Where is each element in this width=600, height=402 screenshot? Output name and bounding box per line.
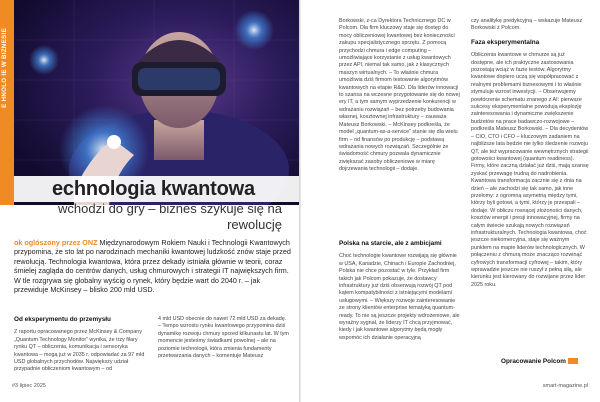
column-text: Obliczenia kwantowe w chmurze są już dostępne, ale ich praktyczne zastosowania pozostają wciąż w fazie testów. Algorytmy kwantowe dopiero uczą się współpracować z realnymi problemami biznesowymi i to właśnie stymuluje wzrost inwestycji. – Obserwujemy powtórzenie schematu znanego z AI: pierwsze sukcesy eksperymentalne powodują eksplozję zainteresowania i dynamiczne zwiększenie budżetów na prace badawczo-rozwojowe – podkreśla Mateusz Borkowski. – Dla decydentów – CIO, CTO i CFO – kluczowym zadaniem na najbliższe lata będzie nie tylko śledzenie rozwoju QT, ale też wypracowanie wewnętrznych strategii gotowości kwantowej (quantum readiness). Firmy, które zaczną działać już dziś, mają szansę zyskać przewagę trudną do nadrobienia. Kwantowa transformacja zacznie się z dnia na dzień – ale zachodzi się tak samo, jak inne przełomy: z ogromną asymetrią między tymi, którzy byli gotowi, a tymi, którzy je przespali – dodaje. W obliczu rosnącej złożoności danych, kosztów energii i presji innowacyjnej, firmy na całym świecie szukają nowych rozwiązań infrastrukturalnych. Technologia kwantowa, choć jeszcze niekomercyjna, staje się ważnym punktem na mapie liderów technologicznych. W połączeniu z chmurą może znacząco rozwinąć cyfrowych transformacji cyfrowej – takim, który wprawadzie jeszcze nie ruszył z pełną siłą, ale kierunku jest kierowany do rozwijane przez lider 2025 roku. [471,52,589,288]
section-heading-1: Od eksperymentu do przemysłu [14,316,111,323]
lead-text: Międzynarodowym Rokiem Nauki i Technologii Kwantowych przypomina, że sto lat po narodzinach mechaniki kwantowej ludzkość znów staje przed rewolucją. Technologia kwantowa, która przez dekady istniała głównie w teorii, coraz śmielej zagląda do centrów danych, usług chmurowych i strategii IT największych firm. W tle rozgrywa się globalny wyścig o rynek, który będzie wart do 2040 r. – jak przewiduje McKinsey – blisko 200 mld USD. [14,238,291,295]
issue-footer: #3 lipiec 2025 [12,383,46,389]
column-left-a [14,316,146,378]
site-footer: smart-magazine.pl [542,383,588,389]
accent-bar [568,358,578,364]
section-heading-3: Faza eksperymentalna [471,38,540,46]
section-tab [0,0,14,205]
lead-accent: ok oglószony przez ONZ [14,238,98,247]
column-text: Borkowski, z-ca Dyrektora Technicznego DC w Polcom. Dla firm kluczowy staje się dostęp do mocy obliczeniowej kwantowej bez konieczności zakupu specjalistycznego sprzętu. Z pomocą przychodzi chmura i edge computing – umożliwiające korzystanie z usług kwantowych przez API, niemal tak samo, jak z klasycznych maszyn wirtualnych. – To właśnie chmura umożliwia dziś firmom testowanie algorytmów kwantowych na etapie R&D. Dla liderów innowacji to szansa na wczesne przygotowanie się do nowej ery IT, a tym samym wyprzedzenie konkurencji w wdrażaniu rozwiązań – bez potrzeby budowania własnej, kosztownej infrastruktury – zauważa Mateusz Borkowski. – McKinsey podkreśla, że model „quantum-as-a-service” stanie się dla wielu firm – od finansów po produkcję – podstawą wdrażania nowych rozwiązań. Szczególnie że świadomość chmury pozwala dynamicznie zwiększać zasoby obliczeniowe w miarę dojrzewania technologii – dodaje. [339,18,460,173]
signature-text: Opracowanie Polcom [501,358,566,365]
section-tab-label: E HNOLO IE W BIZNESIE [1,28,8,108]
right-page [301,0,600,402]
vr-illustration [14,0,299,205]
column-text: 4 mld USD obecnie do nawet 72 mld USD za dekadę. – Tempo wzrostu rynku kwantowego przypomina dziś dynamikę rozwoju chmury sprzed kilkunastu lat. W tym momencie jesteśmy świadkami powolnej – ale na poziomie technologii, która zmienia fundamenty przetwarzania danych – komentuje Mateusz [158,316,289,360]
column-text: czy analitykę predykcyjną – wskazuje Mateusz Borkowski z Polcom. [471,18,583,32]
left-page [0,0,299,402]
column-right-b [339,240,461,380]
column-left-b [158,316,290,378]
lead-paragraph [14,238,294,294]
signature [501,358,578,365]
column-text: Choć technologie kwantowe rozwijają się głównie w USA, Kanadzie, Chinach i Europie Zachodniej, Polska nie chce pozostać w tyle. Przykład firm takich jak Polcom pokazuje, że dostawcy infrastruktury już dziś obserwują rozwój QT pod kątem kompatybilności z istniejącymi modelami usługowymi. – Większy rozwoje zainteresowanie ze strony klientów enterprise tematyką quantum-ready. To nie są jeszcze projekty wdrożeniowe, ale wyraźny sygnał, że liderzy IT chcą przyjmować, kiedy i jak kwantowe algorytmy będą mogły wspomóc ich działanie operacyjną [339,253,460,341]
headline-subtitle: wchodzi do gry – biznes szykuje się na rewolucję [57,201,282,232]
section-heading-2: Polska na starcie, ale z ambicjami [339,240,442,247]
column-text: Z raportu opracowanego przez McKinsey & Company „Quantum Technology Monitor” wynika, że trzy filary rynku QT – obliczenia, komunikacja i sensoryka kwantowa – mogą już w 2035 r. odpowiadać za 97 mld USD globalnych przychodów. Największy udział przypadnie obliczeniom kwantowym – od [14,329,145,373]
headline-main: echnologia kwantowa [52,178,255,200]
column-right-a [339,18,461,240]
column-far [471,18,589,353]
hero-image-vr-headset [14,0,299,205]
